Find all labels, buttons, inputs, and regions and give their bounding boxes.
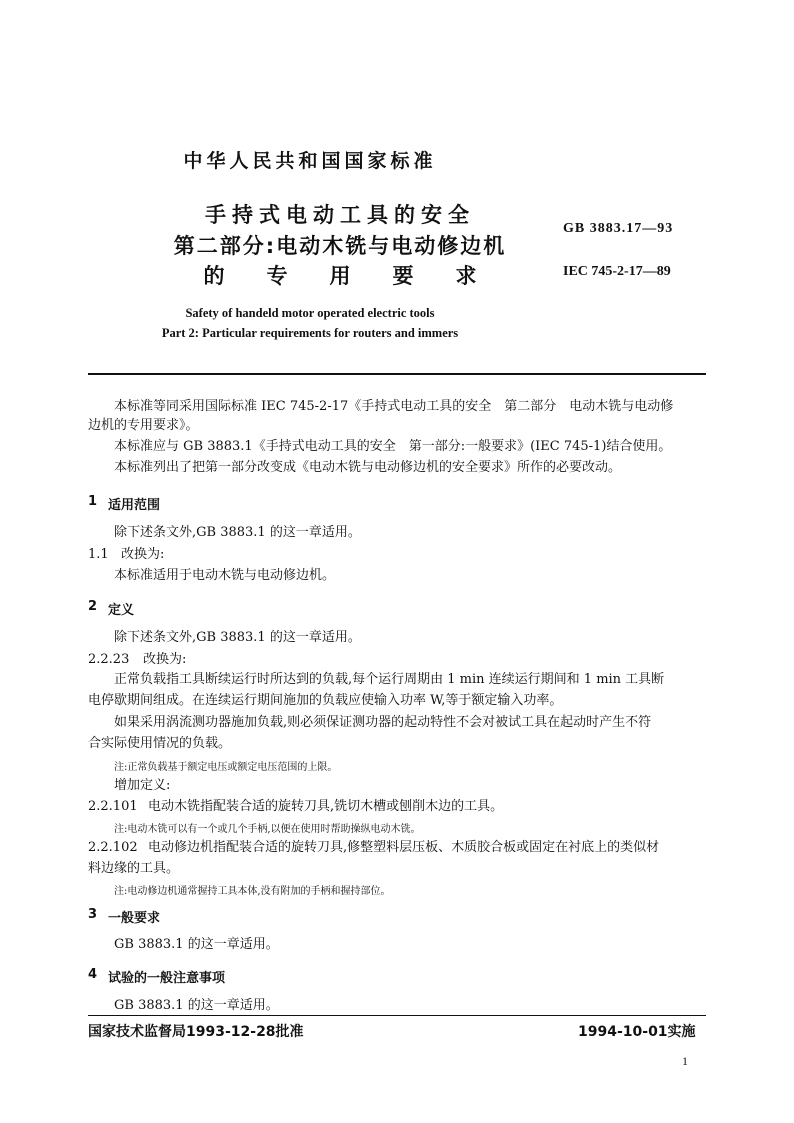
section-4-text: GB 3883.1 的这一章适用。: [114, 998, 279, 1013]
title-char: 用: [329, 264, 351, 288]
english-title-line2: Part 2: Particular requirements for routers and immers: [161, 326, 459, 340]
section-1-title: 适用范围: [108, 498, 161, 513]
add-definition-label: 增加定义:: [114, 778, 171, 793]
gb-standard-code: GB 3883.17—93: [563, 221, 674, 236]
clause-2-2-101-text: 电动木铣指配装合适的旋转刀具,铣切木槽或刨削木边的工具。: [148, 799, 504, 814]
clause-2-2-102-note: 注:电动修边机通常握持工具本体,没有附加的手柄和握持部位。: [114, 886, 391, 897]
english-title-line1: Safety of handeld motor operated electric tools: [185, 306, 435, 320]
clause-1-1-label: 改换为:: [121, 547, 165, 562]
section-4-title: 试验的一般注意事项: [108, 971, 226, 986]
intro-paragraph-1-line1: 本标准等同采用国际标准 IEC 745-2-17《手持式电动工具的安全 第二部分 电动木铣与电动修: [114, 399, 674, 414]
section-3-title: 一般要求: [108, 911, 161, 926]
intro-paragraph-1-line2: 边机的专用要求》。: [88, 418, 199, 433]
section-2-title: 定义: [108, 603, 135, 618]
approval-date: 国家技术监督局1993-12-28批准: [88, 1024, 304, 1040]
intro-paragraph-2: 本标准应与 GB 3883.1《手持式电动工具的安全 第一部分:一般要求》(IEC 745-1)结合使用。: [114, 439, 672, 454]
standard-title-line3: [60, 260, 620, 290]
section-2-text: 除下述条文外,GB 3883.1 的这一章适用。: [114, 630, 361, 645]
intro-paragraph-3: 本标准列出了把第一部分改变成《电动木铣与电动修边机的安全要求》所作的必要改动。: [114, 460, 622, 475]
clause-2-2-23-p2-line1: 如果采用涡流测功器施加负载,则必须保证测功器的起动特性不会对被试工具在起动时产生不符: [114, 715, 652, 730]
standard-title-line1: 手持式电动工具的安全: [205, 203, 475, 227]
iec-standard-code: IEC 745-2-17—89: [563, 264, 671, 279]
clause-2-2-23-label: 改换为:: [143, 652, 187, 667]
footer-divider: [88, 1015, 706, 1016]
clause-2-2-23-p1-line2: 电停歇期间组成。在连续运行期间施加的负载应使输入功率 W,等于额定输入功率。: [88, 693, 563, 708]
section-2-number: 2: [88, 599, 98, 614]
implementation-date: 1994-10-01实施: [578, 1024, 696, 1040]
clause-2-2-102-number: 2.2.102: [88, 840, 138, 855]
clause-2-2-23-number: 2.2.23: [88, 652, 130, 667]
clause-2-2-101-number: 2.2.101: [88, 799, 138, 814]
clause-2-2-23-p2-line2: 合实际使用情况的负载。: [88, 736, 232, 751]
section-3-number: 3: [88, 907, 98, 922]
clause-2-2-23-note: 注:正常负载基于额定电压或额定电压范围的上限。: [114, 762, 338, 773]
section-3-text: GB 3883.1 的这一章适用。: [114, 937, 279, 952]
standard-title-line2: 第二部分:电动木铣与电动修边机: [173, 234, 507, 258]
clause-2-2-23-p1-line1: 正常负载指工具断续运行时所达到的负载,每个运行周期由 1 min 连续运行期间和 1 min 工具断: [114, 672, 665, 687]
clause-1-1-text: 本标准适用于电动木铣与电动修边机。: [114, 568, 336, 583]
title-char: 的: [203, 264, 225, 288]
section-1-text: 除下述条文外,GB 3883.1 的这一章适用。: [114, 525, 361, 540]
section-4-number: 4: [88, 967, 98, 982]
clause-2-2-101-note: 注:电动木铣可以有一个或几个手柄,以便在使用时帮助操纵电动木铣。: [114, 824, 421, 835]
page-number: 1: [682, 1054, 688, 1068]
title-char: 求: [455, 264, 477, 288]
clause-1-1-number: 1.1: [88, 547, 109, 562]
title-char: 要: [392, 264, 414, 288]
clause-2-2-102-line1: 电动修边机指配装合适的旋转刀具,修整塑料层压板、木质胶合板或固定在衬底上的类似材: [148, 840, 660, 855]
section-1-number: 1: [88, 494, 98, 509]
issuing-authority-heading: 中华人民共和国国家标准: [183, 150, 437, 172]
clause-2-2-102-line2: 料边缘的工具。: [88, 861, 180, 876]
title-char: 专: [266, 264, 288, 288]
header-divider: [88, 373, 706, 375]
